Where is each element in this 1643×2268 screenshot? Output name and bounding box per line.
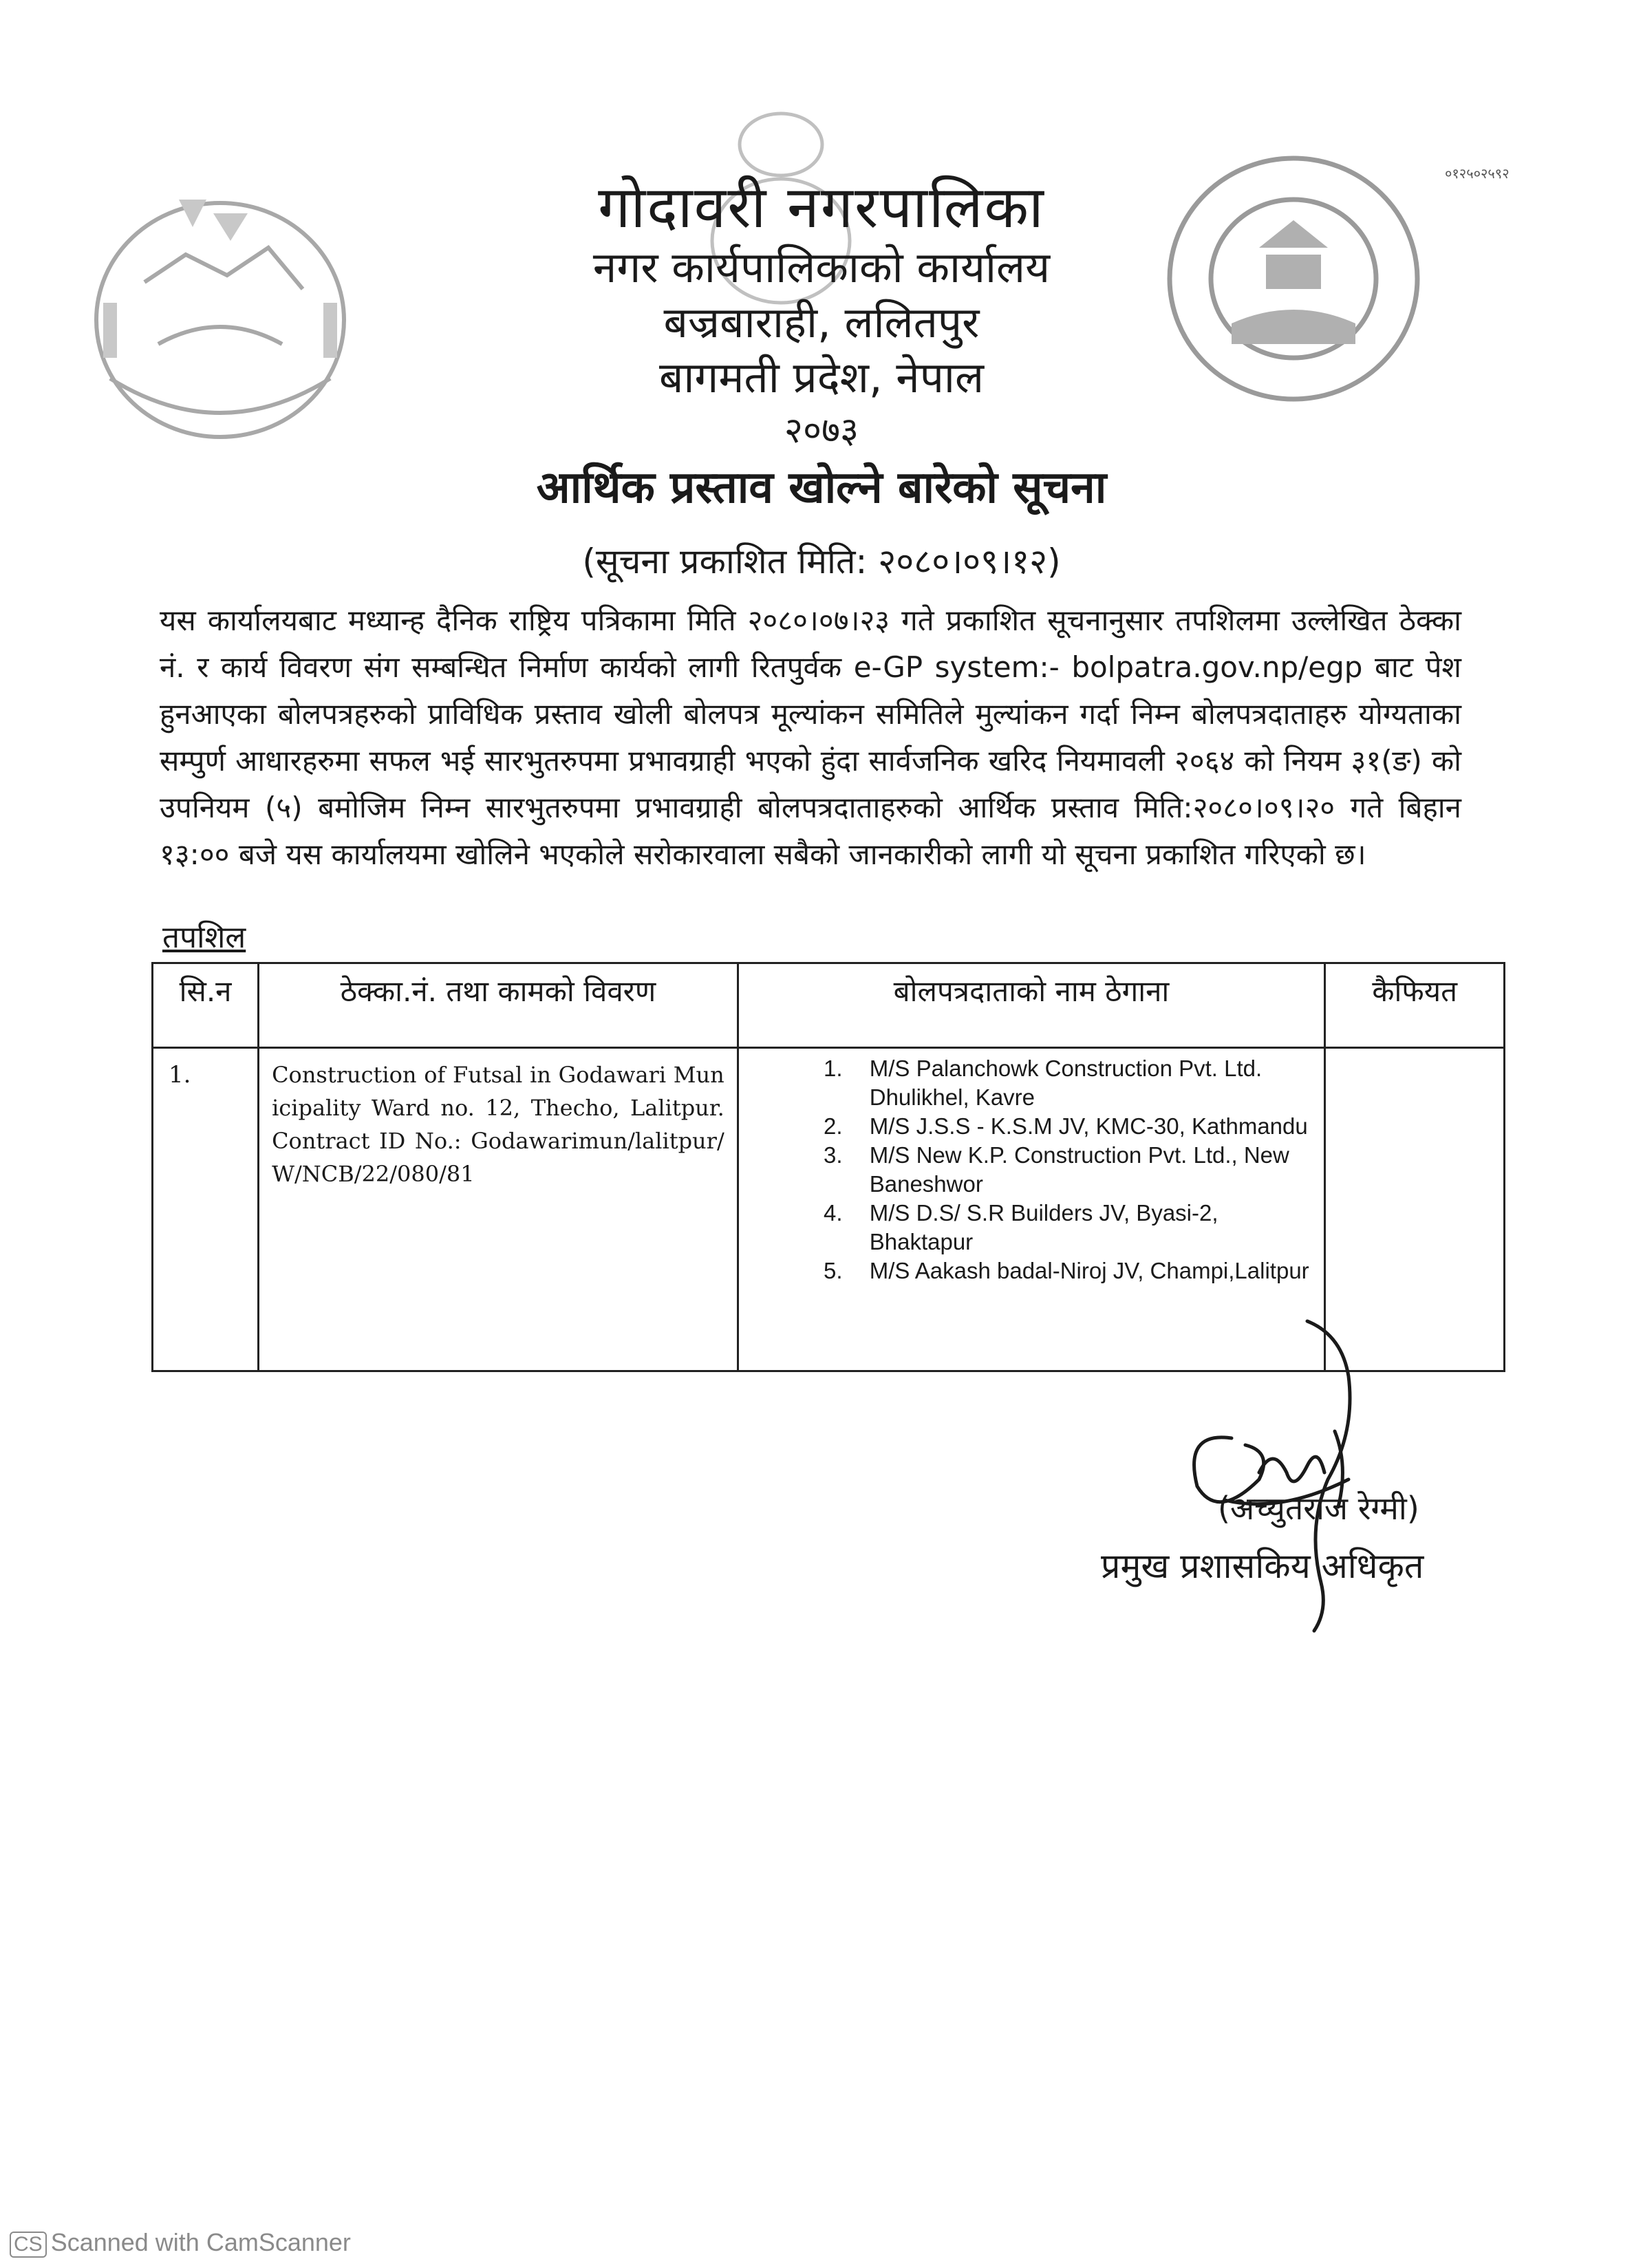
- header-serial: सि.न: [153, 963, 259, 1048]
- signatory-name: (अच्युतराज रेग्मी): [1218, 1490, 1419, 1527]
- contract-description: Construction of Futsal in Godawari Municipality Ward no. 12, Thecho, Lalitpur. Contract ID No.: Godawarimun/lalitpur/W/NCB/22/080/81: [259, 1048, 738, 1371]
- header-contract: ठेक्का.नं. तथा कामको विवरण: [259, 963, 738, 1048]
- scanner-footer: [10, 2228, 351, 2258]
- header-bidders: बोलपत्रदाताको नाम ठेगाना: [738, 963, 1325, 1048]
- details-label: तपशिल: [162, 920, 246, 955]
- municipality-name: गोदावरी नगरपालिका: [598, 173, 1045, 241]
- row-serial: 1.: [153, 1048, 259, 1371]
- notice-body: यस कार्यालयबाट मध्यान्ह दैनिक राष्ट्रिय पत्रिकामा मिति २०८०।०७।२३ गते प्रकाशित सूचनानुसार तपशिलमा उल्लेखित ठेक्का नं. र कार्य विवरण संग सम्बन्धित निर्माण कार्यको लागी रितपुर्वक e-GP system:- bolpatra.gov.np/egp बाट पेश हुनआएका बोलपत्रहरुको प्राविधिक प्रस्ताव खोली बोलपत्र मूल्यांकन समितिले मुल्यांकन गर्दा निम्न बोलपत्रदाताहरु योग्यताका सम्पुर्ण आधारहरुमा सफल भई सारभुतरुपमा प्रभावग्राही भएको हुंदा सार्वजनिक खरिद नियमावली २०६४ को नियम ३१(ङ) को उपनियम (५) बमोजिम निम्न सारभुतरुपमा प्रभावग्राही बोलपत्रदाताहरुको आर्थिक प्रस्ताव मिति:२०८०।०९।२० गते बिहान १३:०० बजे यस कार्यालयमा खोलिने भएकोले सरोकारवाला सबैको जानकारीको लागी यो सूचना प्रकाशित गरिएको छ।: [160, 603, 1461, 871]
- notice-title: आर्थिक प्रस्ताव खोल्ने बारेको सूचना: [536, 462, 1107, 513]
- list-item: 4. M/S D.S/ S.R Builders JV, Byasi-2, Bhaktapur: [849, 1199, 1311, 1256]
- signatory-designation: प्रमुख प्रशासकिय अधिकृत: [1101, 1546, 1424, 1586]
- scanner-text: Scanned with CamScanner: [50, 2228, 351, 2256]
- list-item: 2. M/S J.S.S - K.S.M JV, KMC-30, Kathmandu: [849, 1112, 1311, 1141]
- list-item: 1. M/S Palanchowk Construction Pvt. Ltd. Dhulikhel, Kavre: [849, 1054, 1311, 1112]
- bidders-list: [808, 1054, 1311, 1285]
- list-item: 3. M/S New K.P. Construction Pvt. Ltd., New Baneshwor: [849, 1141, 1311, 1199]
- reference-number: ०१२५०२५९२: [1445, 165, 1510, 182]
- office-name: नगर कार्यपालिकाको कार्यालय: [592, 242, 1051, 292]
- signature-icon: [1142, 1307, 1431, 1638]
- established-year: २०७३: [784, 410, 859, 451]
- header-remarks: कैफियत: [1325, 963, 1505, 1048]
- office-location: बज्रबाराही, ललितपुर: [663, 297, 980, 347]
- camscanner-logo-icon: CS: [10, 2232, 47, 2258]
- published-date: (सूचना प्रकाशित मिति: २०८०।०९।१२): [582, 542, 1061, 581]
- list-item: 5. M/S Aakash badal-Niroj JV, Champi,Lalitpur: [849, 1256, 1311, 1285]
- province-country: बागमती प्रदेश, नेपाल: [658, 352, 985, 403]
- table-header-row: [153, 963, 1505, 1048]
